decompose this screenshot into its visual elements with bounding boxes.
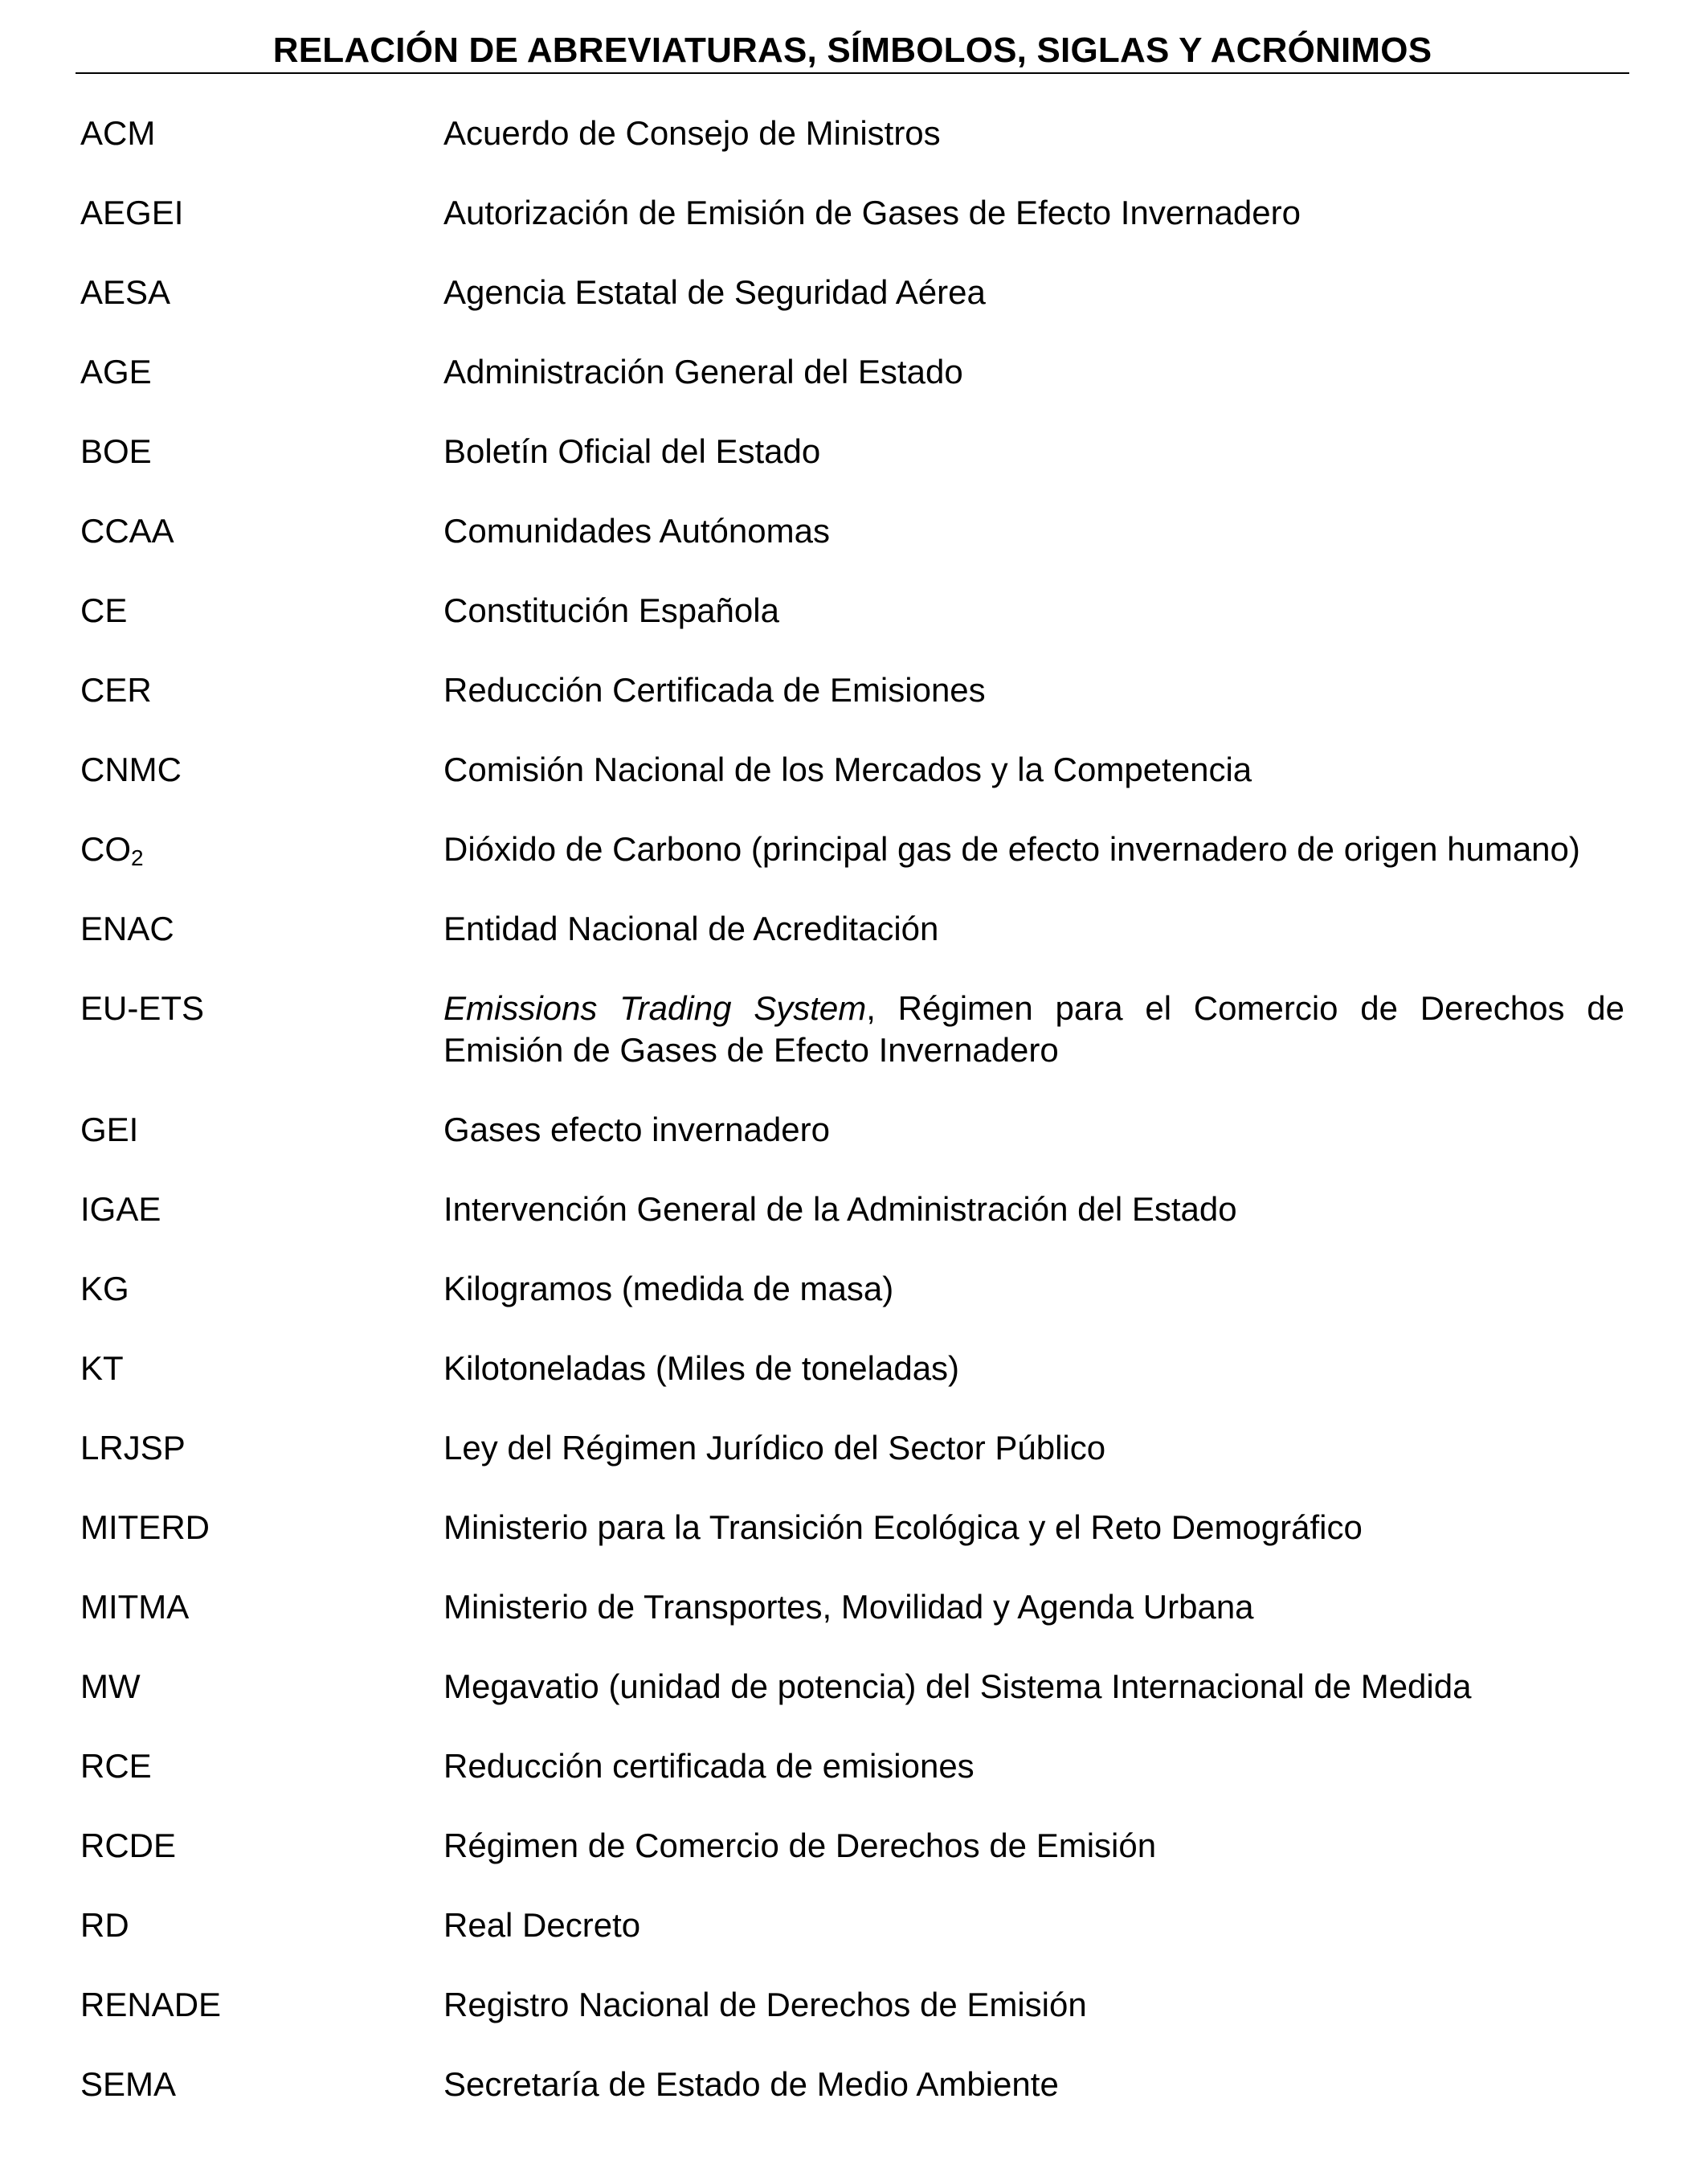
abbreviation-list [80,112,1624,2143]
abbreviation-subscript: 2 [131,845,144,870]
abbreviation: GEI [80,1111,139,1148]
abbreviation: SEMA [80,2065,177,2103]
abbreviation: RD [80,1906,129,1944]
definition: Registro Nacional de Derechos de Emisión [443,1986,1087,2023]
definition-rest: , Régimen para el Comercio de Derechos de Emisión de Gases de Efecto Invernadero [443,989,1624,1069]
list-item [80,2064,1624,2105]
definition: Administración General del Estado [443,353,963,391]
abbreviation: CE [80,591,128,629]
definition: Kilogramos (medida de masa) [443,1270,894,1307]
list-item [80,908,1624,950]
abbreviation: AGE [80,353,152,391]
definition: Megavatio (unidad de potencia) del Sistema Internacional de Medida [443,1667,1472,1705]
abbreviation: AESA [80,273,171,311]
abbreviation: IGAE [80,1190,161,1228]
list-item [80,510,1624,552]
page-title: RELACIÓN DE ABREVIATURAS, SÍMBOLOS, SIGLAS Y ACRÓNIMOS [272,31,1432,70]
list-item [80,192,1624,234]
list-item [80,590,1624,632]
list-item [80,1745,1624,1787]
abbreviation: MITMA [80,1588,190,1626]
abbreviation: LRJSP [80,1429,186,1467]
definition: Comisión Nacional de los Mercados y la Competencia [443,751,1252,788]
abbreviation: EU-ETS [80,989,205,1027]
abbreviation: MITERD [80,1508,210,1546]
definition: Régimen de Comercio de Derechos de Emisión [443,1827,1157,1864]
abbreviation: AEGEI [80,194,184,231]
definition: Intervención General de la Administración del Estado [443,1190,1237,1228]
abbreviation: KT [80,1349,124,1387]
list-item [80,1904,1624,1946]
list-item [80,1109,1624,1151]
definition: Ministerio de Transportes, Movilidad y Agenda Urbana [443,1588,1254,1626]
list-item [80,1427,1624,1469]
abbreviation: BOE [80,432,152,470]
abbreviation: CER [80,671,152,709]
definition: Ley del Régimen Jurídico del Sector Público [443,1429,1106,1467]
definition: Kilotoneladas (Miles de toneladas) [443,1349,960,1387]
definition: Reducción certificada de emisiones [443,1747,975,1785]
list-item [80,351,1624,393]
title-underline [76,72,1629,74]
definition: Autorización de Emisión de Gases de Efecto Invernadero [443,194,1301,231]
list-item [80,1348,1624,1389]
definition-italic: Emissions Trading System [443,989,867,1027]
list-item [80,1507,1624,1548]
list-item [80,272,1624,313]
list-item [80,1268,1624,1310]
abbreviation: RCE [80,1747,152,1785]
definition: Gases efecto invernadero [443,1111,830,1148]
definition [443,988,1624,1071]
definition: Acuerdo de Consejo de Ministros [443,114,941,152]
list-item [80,749,1624,791]
list-item [80,431,1624,472]
definition: Ministerio para la Transición Ecológica y el Reto Demográfico [443,1508,1363,1546]
list-item [80,1984,1624,2026]
list-item [80,1586,1624,1628]
list-item [80,1188,1624,1230]
list-item [80,988,1624,1071]
abbreviation [80,828,443,870]
definition: Real Decreto [443,1906,641,1944]
list-item [80,112,1624,154]
abbreviation: ENAC [80,910,174,947]
abbreviation: CNMC [80,751,182,788]
list-item [80,1666,1624,1708]
abbreviation: RENADE [80,1986,222,2023]
abbreviation: MW [80,1667,141,1705]
abbreviation: ACM [80,114,156,152]
definition: Comunidades Autónomas [443,512,830,550]
list-item [80,669,1624,711]
abbreviation-base: CO [80,830,131,868]
list-item [80,828,1624,870]
abbreviation: RCDE [80,1827,177,1864]
definition: Reducción Certificada de Emisiones [443,671,986,709]
definition: Entidad Nacional de Acreditación [443,910,939,947]
definition: Boletín Oficial del Estado [443,432,821,470]
definition: Secretaría de Estado de Medio Ambiente [443,2065,1059,2103]
definition: Agencia Estatal de Seguridad Aérea [443,273,986,311]
abbreviation: KG [80,1270,129,1307]
list-item [80,1825,1624,1867]
definition: Dióxido de Carbono (principal gas de efecto invernadero de origen humano) [443,830,1580,868]
abbreviation: CCAA [80,512,174,550]
definition: Constitución Española [443,591,779,629]
